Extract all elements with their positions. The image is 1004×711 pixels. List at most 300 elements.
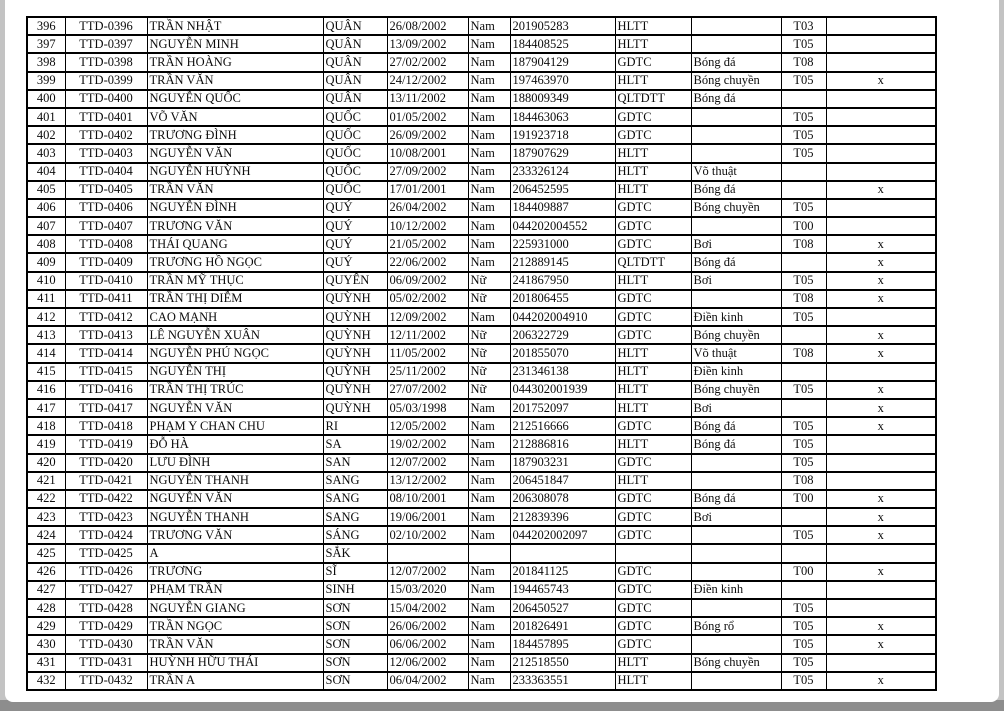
table-row [27,563,936,581]
cell-citizen-id: 233363551 [510,672,615,690]
cell-citizen-id: 206308078 [510,490,615,508]
cell-gender: Nữ [468,290,510,308]
document-page [5,0,999,702]
cell-row-number: 420 [27,454,65,472]
cell-mark: x [826,272,936,290]
cell-faculty: GDTC [615,508,691,526]
cell-mark [826,126,936,144]
cell-student-id: TTD-0398 [65,53,147,71]
cell-mark: x [826,235,936,253]
cell-first-name: PHẠM TRẦN [147,581,323,599]
table-row [27,181,936,199]
cell-citizen-id: 225931000 [510,235,615,253]
cell-last-name: SƠN [323,599,387,617]
cell-mark: x [826,672,936,690]
cell-row-number: 411 [27,290,65,308]
cell-class-code [781,90,826,108]
cell-faculty: GDTC [615,635,691,653]
cell-faculty: GDTC [615,526,691,544]
cell-mark [826,217,936,235]
cell-citizen-id: 201826491 [510,617,615,635]
cell-last-name: QUÂN [323,35,387,53]
cell-row-number: 412 [27,308,65,326]
cell-citizen-id: 197463970 [510,72,615,90]
cell-faculty: GDTC [615,308,691,326]
cell-row-number: 404 [27,163,65,181]
cell-student-id: TTD-0422 [65,490,147,508]
cell-date-of-birth: 12/06/2002 [387,654,468,672]
cell-last-name: RI [323,417,387,435]
cell-date-of-birth: 19/02/2002 [387,435,468,453]
cell-sport [691,635,781,653]
cell-citizen-id: 201752097 [510,399,615,417]
cell-last-name: QUỲNH [323,308,387,326]
table-row [27,253,936,271]
cell-sport: Bóng đá [691,181,781,199]
table-row [27,90,936,108]
cell-mark: x [826,290,936,308]
table-row [27,526,936,544]
cell-citizen-id: 187904129 [510,53,615,71]
cell-citizen-id: 206450527 [510,599,615,617]
cell-class-code: T05 [781,435,826,453]
cell-student-id: TTD-0416 [65,381,147,399]
cell-sport [691,290,781,308]
cell-faculty: HLTT [615,72,691,90]
table-row [27,454,936,472]
cell-citizen-id: 201841125 [510,563,615,581]
cell-faculty: GDTC [615,235,691,253]
cell-date-of-birth: 22/06/2002 [387,253,468,271]
cell-gender: Nam [468,144,510,162]
cell-gender: Nam [468,490,510,508]
cell-citizen-id: 206322729 [510,326,615,344]
table-row [27,472,936,490]
cell-class-code [781,253,826,271]
cell-last-name: QUỐC [323,108,387,126]
cell-gender: Nam [468,454,510,472]
cell-gender: Nữ [468,326,510,344]
cell-sport: Bơi [691,508,781,526]
cell-gender: Nam [468,672,510,690]
cell-faculty: HLTT [615,17,691,35]
table-row [27,126,936,144]
cell-citizen-id: 233326124 [510,163,615,181]
cell-gender: Nam [468,181,510,199]
cell-mark [826,90,936,108]
cell-date-of-birth: 15/04/2002 [387,599,468,617]
cell-class-code: T05 [781,144,826,162]
cell-first-name: TRẦN THỊ TRÚC [147,381,323,399]
table-row [27,544,936,562]
cell-faculty: GDTC [615,199,691,217]
cell-faculty: GDTC [615,53,691,71]
cell-mark: x [826,490,936,508]
cell-student-id: TTD-0432 [65,672,147,690]
cell-last-name: SAN [323,454,387,472]
cell-last-name: SƠN [323,672,387,690]
table-row [27,508,936,526]
cell-mark: x [826,344,936,362]
cell-first-name: TRẦN MỸ THỤC [147,272,323,290]
cell-last-name: QUỲNH [323,399,387,417]
cell-sport [691,144,781,162]
cell-date-of-birth: 27/07/2002 [387,381,468,399]
cell-gender: Nam [468,599,510,617]
table-row [27,490,936,508]
cell-faculty: HLTT [615,363,691,381]
cell-first-name: TRẦN VĂN [147,181,323,199]
cell-class-code: T08 [781,472,826,490]
cell-row-number: 432 [27,672,65,690]
cell-student-id: TTD-0415 [65,363,147,381]
cell-row-number: 406 [27,199,65,217]
cell-sport: Bơi [691,235,781,253]
cell-date-of-birth: 26/06/2002 [387,617,468,635]
cell-class-code [781,163,826,181]
cell-sport: Bóng đá [691,490,781,508]
cell-gender: Nam [468,126,510,144]
cell-citizen-id: 212839396 [510,508,615,526]
cell-citizen-id: 184409887 [510,199,615,217]
cell-last-name: SA [323,435,387,453]
table-row [27,72,936,90]
cell-sport: Bơi [691,272,781,290]
cell-student-id: TTD-0423 [65,508,147,526]
cell-faculty: HLTT [615,472,691,490]
cell-citizen-id: 191923718 [510,126,615,144]
cell-first-name: NGUYỄN HUỲNH [147,163,323,181]
cell-gender: Nữ [468,363,510,381]
cell-gender: Nữ [468,272,510,290]
cell-mark: x [826,181,936,199]
cell-student-id: TTD-0429 [65,617,147,635]
cell-student-id: TTD-0409 [65,253,147,271]
cell-date-of-birth: 13/12/2002 [387,472,468,490]
cell-student-id: TTD-0411 [65,290,147,308]
table-row [27,399,936,417]
cell-row-number: 413 [27,326,65,344]
cell-citizen-id [510,544,615,562]
cell-class-code: T05 [781,617,826,635]
cell-student-id: TTD-0420 [65,454,147,472]
cell-first-name: THÁI QUANG [147,235,323,253]
cell-faculty: GDTC [615,581,691,599]
cell-faculty: HLTT [615,435,691,453]
cell-faculty: HLTT [615,35,691,53]
cell-class-code: T08 [781,235,826,253]
cell-first-name: ĐỖ HÀ [147,435,323,453]
cell-sport [691,108,781,126]
cell-class-code: T05 [781,126,826,144]
cell-class-code: T05 [781,635,826,653]
cell-last-name: QUỲNH [323,381,387,399]
table-row [27,199,936,217]
cell-last-name: QUYÊN [323,272,387,290]
cell-date-of-birth: 06/06/2002 [387,635,468,653]
cell-student-id: TTD-0425 [65,544,147,562]
cell-sport: Bóng rổ [691,617,781,635]
cell-row-number: 398 [27,53,65,71]
cell-date-of-birth: 06/09/2002 [387,272,468,290]
table-row [27,672,936,690]
cell-row-number: 407 [27,217,65,235]
cell-class-code [781,508,826,526]
cell-mark: x [826,253,936,271]
cell-gender: Nam [468,308,510,326]
cell-class-code: T05 [781,35,826,53]
cell-faculty: GDTC [615,454,691,472]
table-row [27,363,936,381]
cell-faculty: HLTT [615,399,691,417]
cell-row-number: 396 [27,17,65,35]
cell-row-number: 397 [27,35,65,53]
cell-mark: x [826,563,936,581]
table-row [27,272,936,290]
cell-mark [826,17,936,35]
cell-last-name: QUÝ [323,199,387,217]
cell-gender: Nam [468,199,510,217]
cell-class-code [781,181,826,199]
cell-mark [826,163,936,181]
cell-faculty: GDTC [615,326,691,344]
cell-mark: x [826,72,936,90]
cell-date-of-birth: 05/02/2002 [387,290,468,308]
cell-gender: Nam [468,35,510,53]
cell-sport [691,544,781,562]
cell-gender: Nam [468,399,510,417]
cell-last-name: QUỐC [323,181,387,199]
cell-row-number: 419 [27,435,65,453]
cell-student-id: TTD-0406 [65,199,147,217]
cell-mark: x [826,635,936,653]
cell-class-code: T05 [781,381,826,399]
cell-class-code [781,326,826,344]
cell-row-number: 424 [27,526,65,544]
cell-citizen-id: 241867950 [510,272,615,290]
cell-date-of-birth: 19/06/2001 [387,508,468,526]
cell-date-of-birth: 21/05/2002 [387,235,468,253]
cell-last-name: QUÂN [323,90,387,108]
cell-mark [826,454,936,472]
cell-citizen-id: 044202004910 [510,308,615,326]
cell-gender: Nam [468,581,510,599]
cell-last-name: QUỐC [323,126,387,144]
cell-row-number: 401 [27,108,65,126]
cell-row-number: 422 [27,490,65,508]
cell-row-number: 403 [27,144,65,162]
cell-student-id: TTD-0413 [65,326,147,344]
cell-sport: Điền kinh [691,308,781,326]
cell-date-of-birth: 13/11/2002 [387,90,468,108]
cell-faculty: GDTC [615,617,691,635]
cell-student-id: TTD-0431 [65,654,147,672]
cell-mark [826,472,936,490]
cell-sport: Bóng đá [691,253,781,271]
cell-row-number: 399 [27,72,65,90]
cell-row-number: 429 [27,617,65,635]
cell-citizen-id: 212516666 [510,417,615,435]
table-row [27,381,936,399]
cell-first-name: NGUYỄN THỊ [147,363,323,381]
cell-date-of-birth: 12/09/2002 [387,308,468,326]
cell-first-name: VÕ VĂN [147,108,323,126]
cell-faculty: GDTC [615,563,691,581]
table-row [27,326,936,344]
cell-gender: Nam [468,526,510,544]
cell-last-name: QUÝ [323,253,387,271]
cell-first-name: TRẦN NHẬT [147,17,323,35]
cell-faculty: GDTC [615,599,691,617]
cell-first-name: NGUYỄN VĂN [147,490,323,508]
cell-student-id: TTD-0402 [65,126,147,144]
cell-first-name: TRẦN NGỌC [147,617,323,635]
cell-faculty: QLTDTT [615,90,691,108]
cell-faculty: GDTC [615,417,691,435]
cell-class-code: T05 [781,72,826,90]
cell-mark: x [826,399,936,417]
cell-last-name: SINH [323,581,387,599]
table-row [27,144,936,162]
cell-gender: Nam [468,217,510,235]
cell-date-of-birth: 12/11/2002 [387,326,468,344]
cell-mark [826,108,936,126]
cell-citizen-id: 212518550 [510,654,615,672]
cell-citizen-id: 194465743 [510,581,615,599]
cell-student-id: TTD-0410 [65,272,147,290]
cell-citizen-id: 184457895 [510,635,615,653]
cell-last-name: SANG [323,490,387,508]
cell-mark: x [826,617,936,635]
cell-row-number: 416 [27,381,65,399]
table-row [27,654,936,672]
cell-class-code: T05 [781,199,826,217]
cell-date-of-birth: 27/02/2002 [387,53,468,71]
cell-citizen-id: 187907629 [510,144,615,162]
cell-mark: x [826,508,936,526]
cell-mark [826,654,936,672]
cell-sport [691,563,781,581]
cell-student-id: TTD-0404 [65,163,147,181]
cell-student-id: TTD-0412 [65,308,147,326]
cell-last-name: SĨ [323,563,387,581]
cell-gender: Nam [468,108,510,126]
cell-student-id: TTD-0407 [65,217,147,235]
cell-gender [468,544,510,562]
cell-gender: Nữ [468,344,510,362]
table-row [27,235,936,253]
cell-faculty: GDTC [615,217,691,235]
cell-mark [826,199,936,217]
cell-class-code: T08 [781,53,826,71]
cell-student-id: TTD-0403 [65,144,147,162]
cell-class-code: T05 [781,308,826,326]
cell-sport: Bóng đá [691,90,781,108]
cell-last-name: SƠN [323,617,387,635]
cell-student-id: TTD-0396 [65,17,147,35]
table-row [27,53,936,71]
cell-citizen-id: 201905283 [510,17,615,35]
cell-last-name: QUỲNH [323,290,387,308]
cell-gender: Nam [468,72,510,90]
cell-first-name: NGUYỄN THANH [147,472,323,490]
cell-citizen-id: 044202004552 [510,217,615,235]
table-row [27,617,936,635]
cell-student-id: TTD-0426 [65,563,147,581]
cell-faculty: HLTT [615,272,691,290]
cell-student-id: TTD-0405 [65,181,147,199]
cell-row-number: 402 [27,126,65,144]
cell-first-name: NGUYỄN MINH [147,35,323,53]
cell-date-of-birth: 15/03/2020 [387,581,468,599]
cell-date-of-birth: 10/08/2001 [387,144,468,162]
cell-faculty: GDTC [615,126,691,144]
table-row [27,308,936,326]
cell-class-code: T08 [781,344,826,362]
cell-class-code: T05 [781,272,826,290]
cell-gender: Nam [468,235,510,253]
cell-student-id: TTD-0414 [65,344,147,362]
cell-citizen-id: 231346138 [510,363,615,381]
cell-first-name: NGUYỄN PHÚ NGỌC [147,344,323,362]
cell-date-of-birth: 12/07/2002 [387,563,468,581]
cell-date-of-birth: 01/05/2002 [387,108,468,126]
cell-sport [691,126,781,144]
cell-sport [691,454,781,472]
cell-date-of-birth: 11/05/2002 [387,344,468,362]
cell-row-number: 423 [27,508,65,526]
cell-date-of-birth: 27/09/2002 [387,163,468,181]
cell-first-name: TRẦN THỊ DIỄM [147,290,323,308]
cell-gender: Nam [468,90,510,108]
cell-last-name: SANG [323,472,387,490]
cell-citizen-id: 206452595 [510,181,615,199]
cell-faculty [615,544,691,562]
cell-date-of-birth: 10/12/2002 [387,217,468,235]
cell-faculty: HLTT [615,381,691,399]
cell-date-of-birth: 02/10/2002 [387,526,468,544]
cell-student-id: TTD-0427 [65,581,147,599]
cell-sport: Bóng đá [691,417,781,435]
cell-mark [826,599,936,617]
cell-citizen-id: 184408525 [510,35,615,53]
cell-gender: Nam [468,617,510,635]
cell-sport [691,17,781,35]
table-row [27,17,936,35]
cell-row-number: 428 [27,599,65,617]
cell-class-code [781,399,826,417]
cell-sport: Bóng chuyền [691,654,781,672]
cell-gender: Nam [468,53,510,71]
cell-date-of-birth: 06/04/2002 [387,672,468,690]
cell-class-code [781,544,826,562]
cell-row-number: 426 [27,563,65,581]
cell-class-code: T05 [781,417,826,435]
cell-student-id: TTD-0397 [65,35,147,53]
cell-sport [691,472,781,490]
cell-first-name: HUỲNH HỮU THÁI [147,654,323,672]
cell-gender: Nam [468,163,510,181]
cell-citizen-id: 044302001939 [510,381,615,399]
cell-sport: Bóng chuyền [691,381,781,399]
cell-last-name: QUÂN [323,17,387,35]
table-row [27,35,936,53]
cell-student-id: TTD-0430 [65,635,147,653]
cell-date-of-birth: 26/04/2002 [387,199,468,217]
cell-first-name: NGUYỄN THANH [147,508,323,526]
cell-citizen-id: 188009349 [510,90,615,108]
cell-row-number: 408 [27,235,65,253]
